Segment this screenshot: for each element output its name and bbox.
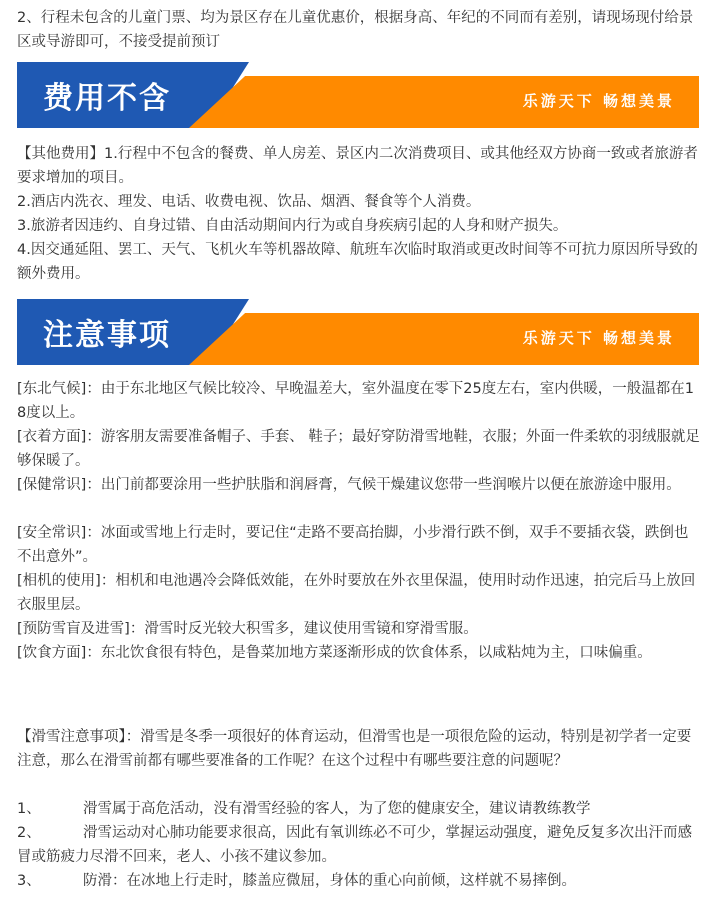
fees-excluded-title: 费用不含 — [43, 81, 171, 116]
fees-banner-slogan: 乐游天下 畅想美景 — [522, 92, 675, 110]
notes-title: 注意事项 — [43, 318, 171, 353]
ski-item: 2、 滑雪运动对心肺功能要求很高，因此有氧训练必不可少，掌握运动强度，避免反复多次出汗而感冒或筋疲力尽滑不回来，老人、小孩不建议参加。 — [17, 825, 692, 865]
notes-item-health: [保健常识]：出门前都要涂用一些护肤脂和润唇膏，气候干燥建议您带一些润喉片以便在旅游途中服用。 — [17, 477, 681, 493]
notes-item-camera: [相机的使用]：相机和电池遇冷会降低效能，在外时要放在外衣里保温，使用时动作迅速，拍完后马上放回衣服里层。 — [17, 573, 696, 613]
notes-item-climate: [东北气候]：由于东北地区气候比较冷、早晚温差大，室外温度在零下25度左右，室内供暖，一般温都在18度以上。 — [17, 381, 694, 421]
notes-item-snow-blindness: [预防雪盲及进雪]：滑雪时反光较大积雪多，建议使用雪镜和穿滑雪服。 — [17, 621, 478, 637]
notes-banner — [17, 299, 699, 365]
ski-intro: 【滑雪注意事项】：滑雪是冬季一项很好的体育运动，但滑雪也是一项很危险的运动，特别是初学者一定要注意，那么在滑雪前都有哪些要准备的工作呢？在这个过程中有哪些要注意的问题呢？ — [17, 729, 692, 769]
ski-item: 3、 防滑：在冰地上行走时，膝盖应微屈，身体的重心向前倾，这样就不易摔倒。 — [17, 873, 576, 889]
fees-item: 2.酒店内洗衣、理发、电话、收费电视、饮品、烟酒、餐食等个人消费。 — [17, 194, 481, 210]
fees-item: 3.旅游者因违约、自身过错、自由活动期间内行为或自身疾病引起的人身和财产损失。 — [17, 218, 568, 234]
notes-banner-slogan: 乐游天下 畅想美景 — [522, 329, 675, 347]
fees-excluded-banner — [17, 62, 699, 128]
child-ticket-note: 2、行程未包含的儿童门票、均为景区存在儿童优惠价，根据身高、年纪的不同而有差别，请现场现付给景区或导游即可，不接受提前预订 — [17, 10, 694, 50]
notes-item-clothing: [衣着方面]：游客朋友需要准备帽子、手套、 鞋子；最好穿防滑雪地鞋，衣服；外面一件柔软的羽绒服就足够保暖了。 — [17, 429, 700, 469]
notes-item-food: [饮食方面]：东北饮食很有特色，是鲁菜加地方菜逐渐形成的饮食体系，以咸粘炖为主，口味偏重。 — [17, 645, 652, 661]
ski-item: 1、 滑雪属于高危活动，没有滑雪经验的客人，为了您的健康安全，建议请教练教学 — [17, 801, 591, 817]
notes-item-safety: [安全常识]：冰面或雪地上行走时，要记住“走路不要高抬脚，小步滑行跌不倒，双手不要插衣袋，跌倒也不出意外”。 — [17, 525, 689, 565]
fees-item: 4.因交通延阻、罢工、天气、飞机火车等机器故障、航班车次临时取消或更改时间等不可抗力原因所导致的额外费用。 — [17, 242, 698, 282]
fees-item: 【其他费用】1.行程中不包含的餐费、单人房差、景区内二次消费项目、或其他经双方协商一致或者旅游者要求增加的项目。 — [17, 146, 698, 186]
